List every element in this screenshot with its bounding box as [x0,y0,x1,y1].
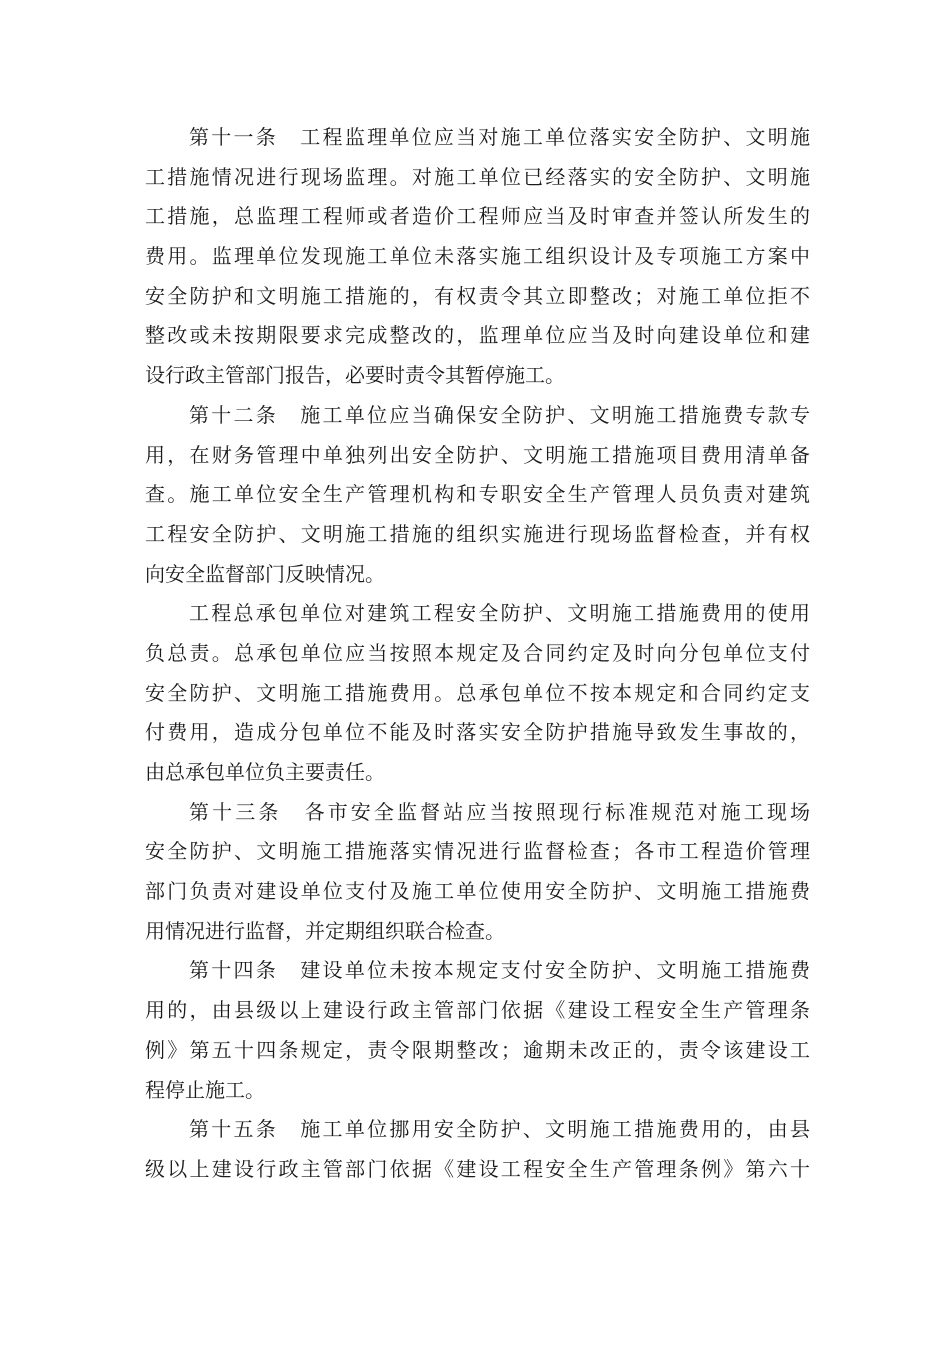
text-line: 程停止施工。 [145,1077,265,1102]
text-line: 用，在财务管理中单独列出安全防护、文明施工措施项目费用清单备 [145,442,810,467]
text-line: 向安全监督部门反映情况。 [145,561,385,586]
paragraph-first-line: 第十四条 建设单位未按本规定支付安全防护、文明施工措施费 [189,958,810,983]
text-line: 查。施工单位安全生产管理机构和专职安全生产管理人员负责对建筑 [145,482,810,507]
text-line: 安全防护、文明施工措施费用。总承包单位不按本规定和合同约定支 [145,680,810,705]
paragraph-first-line: 第十五条 施工单位挪用安全防护、文明施工措施费用的，由县 [189,1117,810,1142]
text-line: 用情况进行监督，并定期组织联合检查。 [145,918,505,943]
text-line: 安全防护和文明施工措施的，有权责令其立即整改；对施工单位拒不 [145,283,810,308]
text-line: 付费用，造成分包单位不能及时落实安全防护措施导致发生事故的， [145,720,810,745]
paragraph-first-line: 第十三条 各市安全监督站应当按照现行标准规范对施工现场 [189,799,810,824]
text-line: 部门负责对建设单位支付及施工单位使用安全防护、文明施工措施费 [145,879,810,904]
text-line: 用的，由县级以上建设行政主管部门依据《建设工程安全生产管理条 [145,998,810,1023]
paragraph-first-line: 第十二条 施工单位应当确保安全防护、文明施工措施费专款专 [189,402,810,427]
text-line: 级以上建设行政主管部门依据《建设工程安全生产管理条例》第六十 [145,1156,810,1181]
paragraph-first-line: 第十一条 工程监理单位应当对施工单位落实安全防护、文明施 [189,125,810,149]
text-line: 整改或未按期限要求完成整改的，监理单位应当及时向建设单位和建 [145,323,810,348]
text-line: 设行政主管部门报告，必要时责令其暂停施工。 [145,363,565,388]
text-line: 例》第五十四条规定，责令限期整改；逾期未改正的，责令该建设工 [145,1037,810,1062]
text-line: 工措施情况进行现场监理。对施工单位已经落实的安全防护、文明施 [145,164,810,189]
paragraph-first-line: 工程总承包单位对建筑工程安全防护、文明施工措施费用的使用 [189,601,810,626]
text-line: 由总承包单位负主要责任。 [145,760,385,784]
text-line: 负总责。总承包单位应当按照本规定及合同约定及时向分包单位支付 [145,640,810,665]
text-line: 工措施，总监理工程师或者造价工程师应当及时审查并签认所发生的 [145,204,810,229]
text-line: 安全防护、文明施工措施落实情况进行监督检查；各市工程造价管理 [145,839,810,864]
document-body [145,118,810,1190]
text-line: 费用。监理单位发现施工单位未落实施工组织设计及专项施工方案中 [145,244,810,269]
text-line: 工程安全防护、文明施工措施的组织实施进行现场监督检查，并有权 [145,521,810,546]
